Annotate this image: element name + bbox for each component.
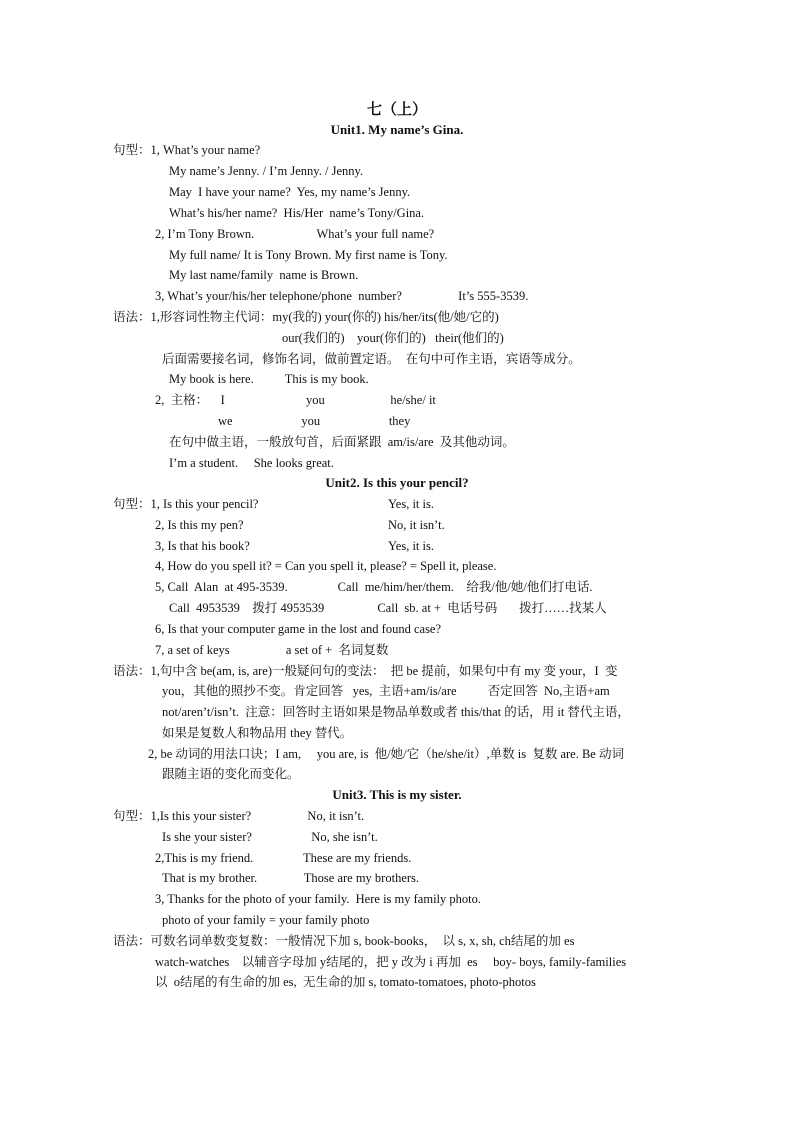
unit1-line: 句型：1, What’s your name? bbox=[113, 143, 261, 157]
unit1-line: My full name/ It is Tony Brown. My first name is Tony. bbox=[169, 248, 448, 262]
unit1-line: What’s his/her name? His/Her name’s Tony/Gina. bbox=[169, 206, 425, 220]
unit2-grammar-line: 如果是复数人和物品用 they 替代。 bbox=[162, 726, 353, 740]
unit2-grammar-line: 语法：1,句中含 be(am, is, are)一般疑问句的变法： 把 be 提前，如果句中有 my 变 your，I 变 bbox=[113, 664, 618, 678]
unit2-line: 5, Call Alan at 495-3539. Call me/him/her/them. 给我/他/她/他们打电话. bbox=[155, 580, 593, 594]
unit3-line: photo of your family = your family photo bbox=[162, 913, 370, 927]
unit2-heading: Unit2. Is this your pencil? bbox=[325, 475, 469, 490]
unit3-line: That is my brother. Those are my brothers. bbox=[162, 871, 420, 885]
unit3-line: Is she your sister? No, she isn’t. bbox=[162, 830, 378, 844]
unit2-line: Call 4953539 拨打 4953539 Call sb. at + 电话号码 拨打……找某人 bbox=[169, 601, 607, 615]
unit1-heading: Unit1. My name’s Gina. bbox=[330, 122, 464, 137]
unit2-grammar-line: not/aren’t/isn’t. 注意：回答时主语如果是物品单数或者 this/that 的话，用 it 替代主语， bbox=[162, 705, 630, 719]
unit1-line: 3, What’s your/his/her telephone/phone number? It’s 555-3539. bbox=[155, 289, 529, 303]
unit2-answer: No, it isn’t. bbox=[388, 518, 445, 532]
unit1-line: My last name/family name is Brown. bbox=[169, 268, 359, 282]
unit3-grammar-line: watch-watches 以辅音字母加 y结尾的，把 y 改为 i 再加 es boy- boys, family-families bbox=[155, 955, 627, 969]
unit3-line: 3, Thanks for the photo of your family. Here is my family photo. bbox=[155, 892, 481, 906]
unit3-grammar-line: 以 o结尾的有生命的加 es, 无生命的加 s, tomato-tomatoes, photo-photos bbox=[155, 975, 536, 989]
unit1-grammar-line: 后面需要接名词，修饰名词，做前置定语。 在句中可作主语，宾语等成分。 bbox=[162, 352, 581, 366]
unit2-grammar-line: you，其他的照抄不变。肯定回答 yes, 主语+am/is/are 否定回答 No,主语+am bbox=[162, 684, 610, 698]
unit2-line: 句型：1, Is this your pencil? bbox=[113, 497, 259, 511]
unit2-answer: Yes, it is. bbox=[388, 497, 434, 511]
unit2-grammar-line: 跟随主语的变化而变化。 bbox=[162, 767, 300, 781]
page-title: 七（上） bbox=[366, 102, 427, 118]
unit1-grammar-line: I’m a student. She looks great. bbox=[169, 456, 334, 470]
unit1-grammar-line: we you they bbox=[218, 414, 411, 428]
unit2-line: 6, Is that your computer game in the lost and found case? bbox=[155, 622, 442, 636]
unit2-line: 7, a set of keys a set of + 名词复数 bbox=[155, 643, 389, 657]
unit1-grammar-line: My book is here. This is my book. bbox=[169, 372, 369, 386]
unit2-answer: Yes, it is. bbox=[388, 539, 434, 553]
unit1-line: 2, I’m Tony Brown. What’s your full name? bbox=[155, 227, 435, 241]
unit1-line: My name’s Jenny. / I’m Jenny. / Jenny. bbox=[169, 164, 364, 178]
unit3-heading: Unit3. This is my sister. bbox=[332, 787, 462, 802]
unit3-grammar-line: 语法：可数名词单数变复数：一般情况下加 s, book-books， 以 s, x, sh, ch结尾的加 es bbox=[113, 934, 575, 948]
unit1-line: May I have your name? Yes, my name’s Jenny. bbox=[169, 185, 411, 199]
unit2-line: 3, Is that his book? bbox=[155, 539, 250, 553]
unit1-grammar-line: 语法：1,形容词性物主代词：my(我的) your(你的) his/her/its(他/她/它的) bbox=[113, 310, 499, 324]
unit2-line: 2, Is this my pen? bbox=[155, 518, 244, 532]
unit3-line: 2,This is my friend. These are my friends. bbox=[155, 851, 412, 865]
unit1-grammar-line: 在句中做主语，一般放句首，后面紧跟 am/is/are 及其他动词。 bbox=[169, 435, 515, 449]
unit2-line: 4, How do you spell it? = Can you spell it, please? = Spell it, please. bbox=[155, 559, 497, 573]
unit3-line: 句型：1,Is this your sister? No, it isn’t. bbox=[113, 809, 365, 823]
unit1-grammar-line: 2, 主格： I you he/she/ it bbox=[155, 393, 436, 407]
unit1-grammar-line: our(我们的) your(你们的) their(他们的) bbox=[282, 331, 504, 345]
unit2-grammar-line: 2, be 动词的用法口诀；I am, you are, is 他/她/它（he/she/it）,单数 is 复数 are. Be 动词 bbox=[148, 747, 624, 761]
